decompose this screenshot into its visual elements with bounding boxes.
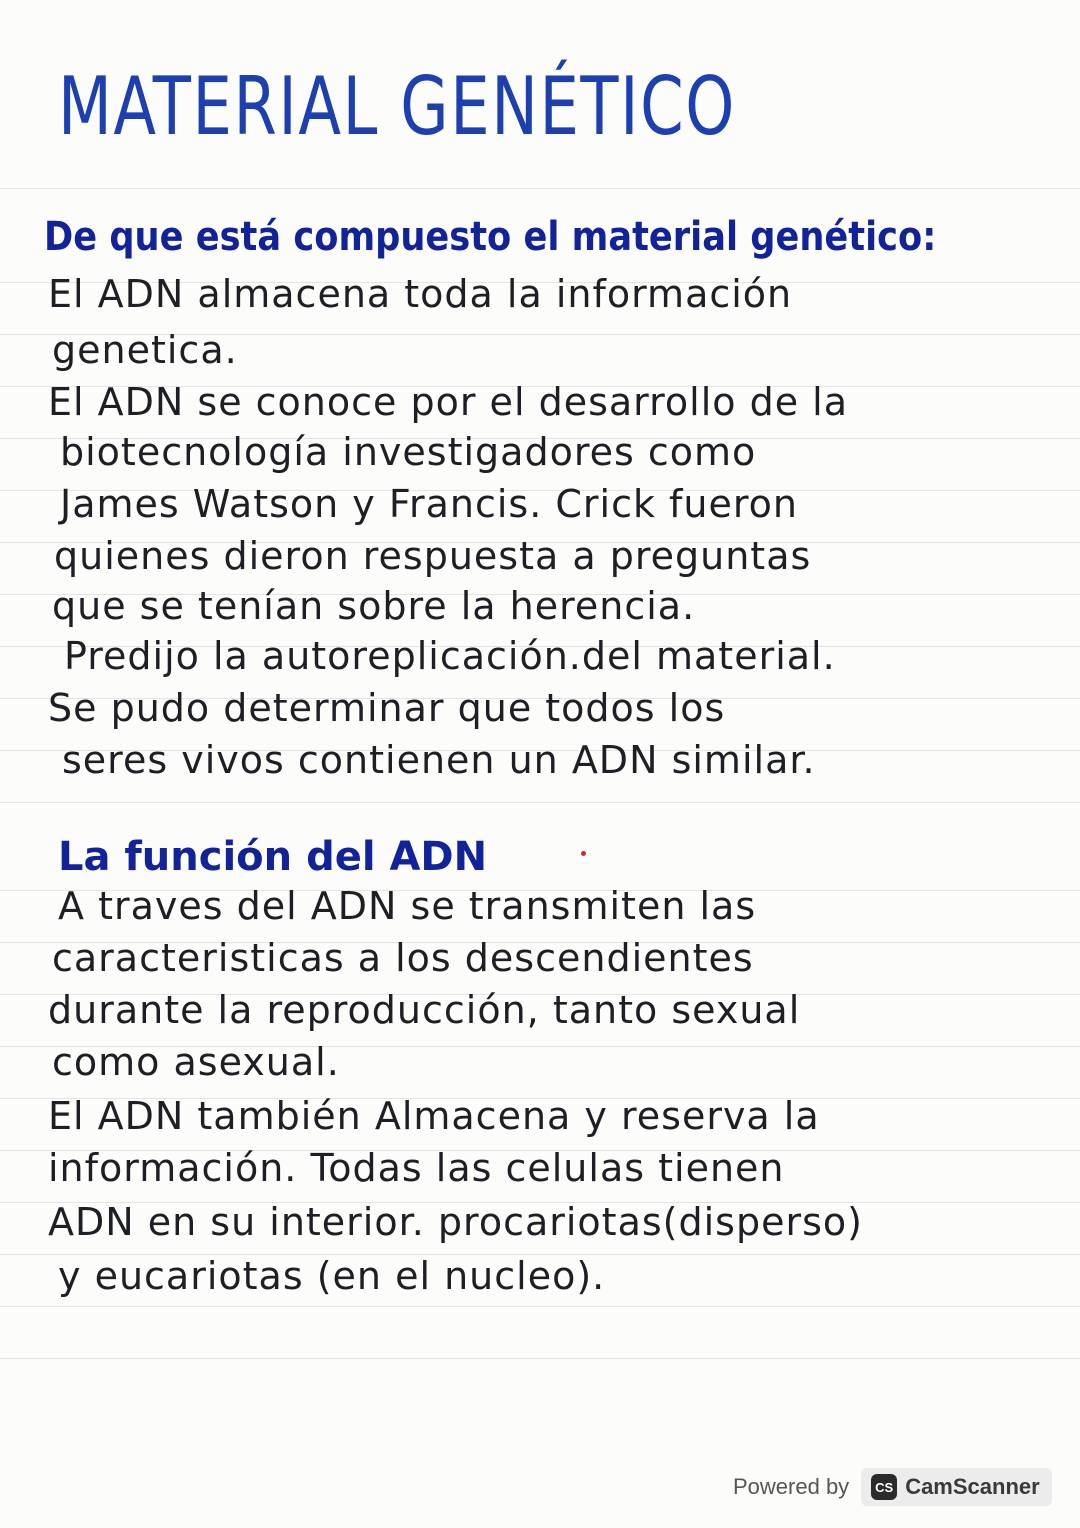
body-line: quienes dieron respuesta a preguntas (54, 534, 812, 578)
body-line: como asexual. (52, 1040, 340, 1084)
body-line: que se tenían sobre la herencia. (52, 584, 696, 628)
ruled-line (0, 188, 1080, 189)
camscanner-brand: CamScanner (905, 1474, 1040, 1499)
ruled-line (0, 1306, 1080, 1307)
body-line: El ADN también Almacena y reserva la (48, 1094, 820, 1138)
camscanner-badge (861, 1468, 1052, 1506)
body-line: Predijo la autoreplicación.del material. (64, 634, 836, 678)
page-title: MATERIAL GENÉTICO (58, 60, 736, 153)
body-line: A traves del ADN se transmiten las (58, 884, 757, 928)
ruled-line (0, 1358, 1080, 1359)
body-line: biotecnología investigadores como (60, 430, 757, 474)
camscanner-watermark (733, 1465, 1052, 1509)
body-line: y eucariotas (en el nucleo). (58, 1254, 606, 1298)
body-line: James Watson y Francis. Crick fueron (60, 482, 799, 526)
body-line: El ADN se conoce por el desarrollo de la (48, 380, 849, 424)
body-line: El ADN almacena toda la información (48, 272, 793, 316)
body-line: seres vivos contienen un ADN similar. (62, 738, 816, 782)
body-line: caracteristicas a los descendientes (52, 936, 754, 980)
section-heading-function: La función del ADN (58, 834, 488, 880)
body-line: información. Todas las celulas tienen (48, 1146, 785, 1190)
ruled-line (0, 802, 1080, 803)
body-line: ADN en su interior. procariotas(disperso) (48, 1200, 863, 1244)
section-heading-composition: De que está compuesto el material genético: (44, 214, 937, 260)
stray-ink-dot (581, 851, 586, 856)
body-line: durante la reproducción, tanto sexual (48, 988, 801, 1032)
camscanner-logo-icon: CS (871, 1474, 897, 1500)
body-line: genetica. (52, 328, 238, 372)
powered-by-label: Powered by (733, 1474, 850, 1499)
body-line: Se pudo determinar que todos los (48, 686, 726, 730)
